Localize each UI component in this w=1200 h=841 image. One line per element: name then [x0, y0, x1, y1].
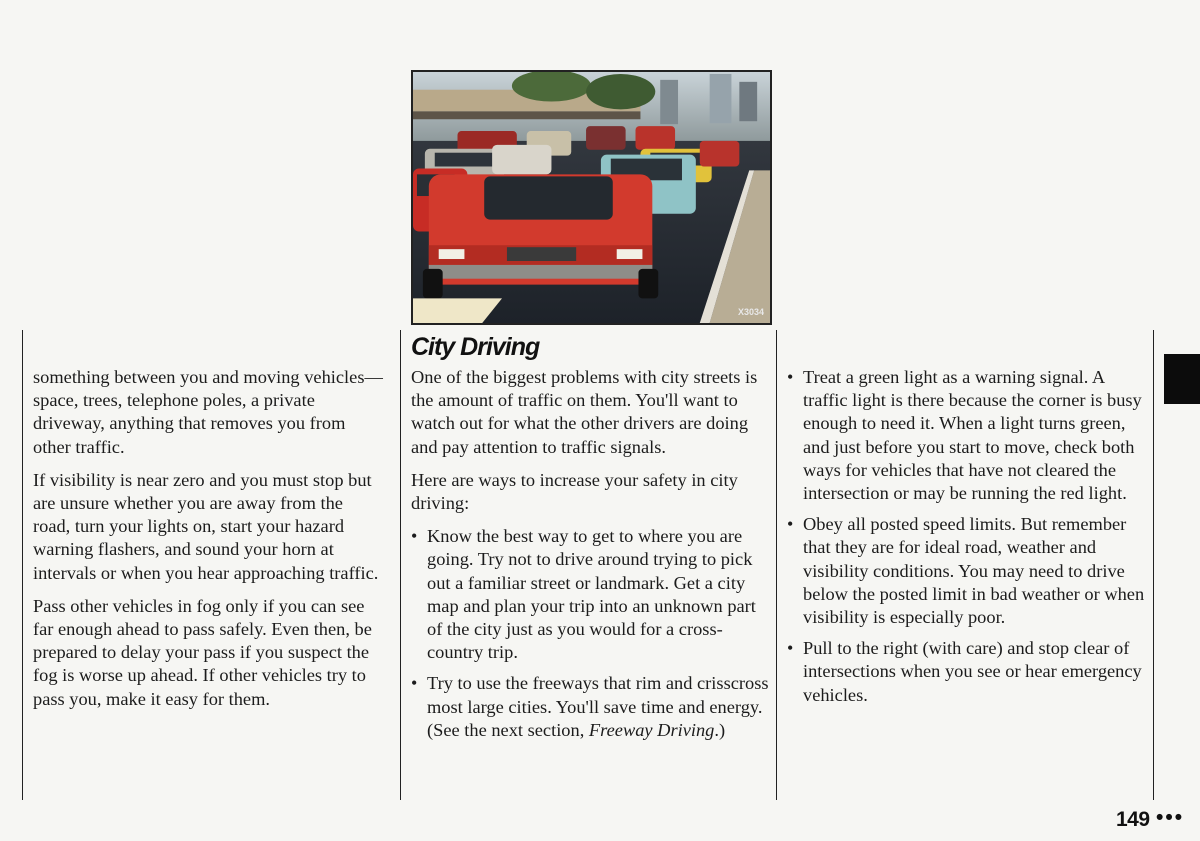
paragraph: If visibility is near zero and you must stop but are unsure whether you are away from the road, turn your lights on, start your hazard warning flashers, and sound your horn at intervals or when you hear approaching traffic. [33, 469, 379, 583]
list-item-text: Obey all posted speed limits. But remember that they are for ideal road, weather and visibility conditions. You may need to drive below the posted limit in bad weather or when visibility is especially poor. [803, 514, 1145, 628]
list-item [787, 513, 1147, 629]
list-item [411, 525, 771, 664]
page-number-dots: ••• [1156, 806, 1185, 829]
tips-list [787, 366, 1147, 707]
column-rule-center-right [776, 330, 777, 800]
paragraph: Here are ways to increase your safety in city driving: [411, 469, 738, 514]
page-number: 149 [1116, 808, 1150, 831]
list-item-text: Pull to the right (with care) and stop clear of intersections when you see or hear emergency vehicles. [803, 638, 1142, 705]
column-rule-left [22, 330, 23, 800]
traffic-illustration [413, 72, 770, 323]
section-heading: City Driving [411, 333, 540, 361]
city-traffic-photo [411, 70, 772, 325]
list-item [787, 637, 1147, 707]
middle-column [411, 366, 771, 750]
list-item [411, 672, 771, 742]
paragraph: something between you and moving vehicles—space, trees, telephone poles, a private driveway, anything that removes you from other traffic. [33, 367, 383, 457]
section-reference: Freeway Driving [588, 719, 715, 740]
column-rule-right [1153, 330, 1154, 800]
column-rule-center-left [400, 330, 401, 800]
right-column [787, 366, 1147, 715]
list-item-end: .) [714, 719, 726, 740]
photo-code-label: X3034 [737, 307, 764, 317]
paragraph: Pass other vehicles in fog only if you can see far enough ahead to pass safely. Even then, be prepared to delay your pass if you suspect the fog is worse up ahead. If other vehicles try to pass you, make it easy for them. [33, 595, 372, 709]
section-tab-marker [1164, 354, 1200, 404]
list-item-text: Treat a green light as a warning signal. A traffic light is there because the corner is busy enough to need it. When a light turns green, and just before you start to move, check both ways for vehicles that have not cleared the intersection or may be running the red light. [803, 367, 1142, 504]
paragraph: One of the biggest problems with city streets is the amount of traffic on them. You'll want to watch out for what the other drivers are doing and pay attention to traffic signals. [411, 367, 758, 457]
list-item-text: Know the best way to get to where you are going. Try not to drive around trying to pick out a familiar street or landmark. Get a city map and plan your trip into an unknown part of the city just as you would for a cross-country trip. [427, 526, 756, 663]
left-column [33, 366, 383, 721]
list-item-text: Try to use the freeways that rim and crisscross most large cities. You'll save time and energy. (See the next section, [427, 673, 769, 740]
tips-list [411, 525, 771, 742]
list-item [787, 366, 1147, 505]
